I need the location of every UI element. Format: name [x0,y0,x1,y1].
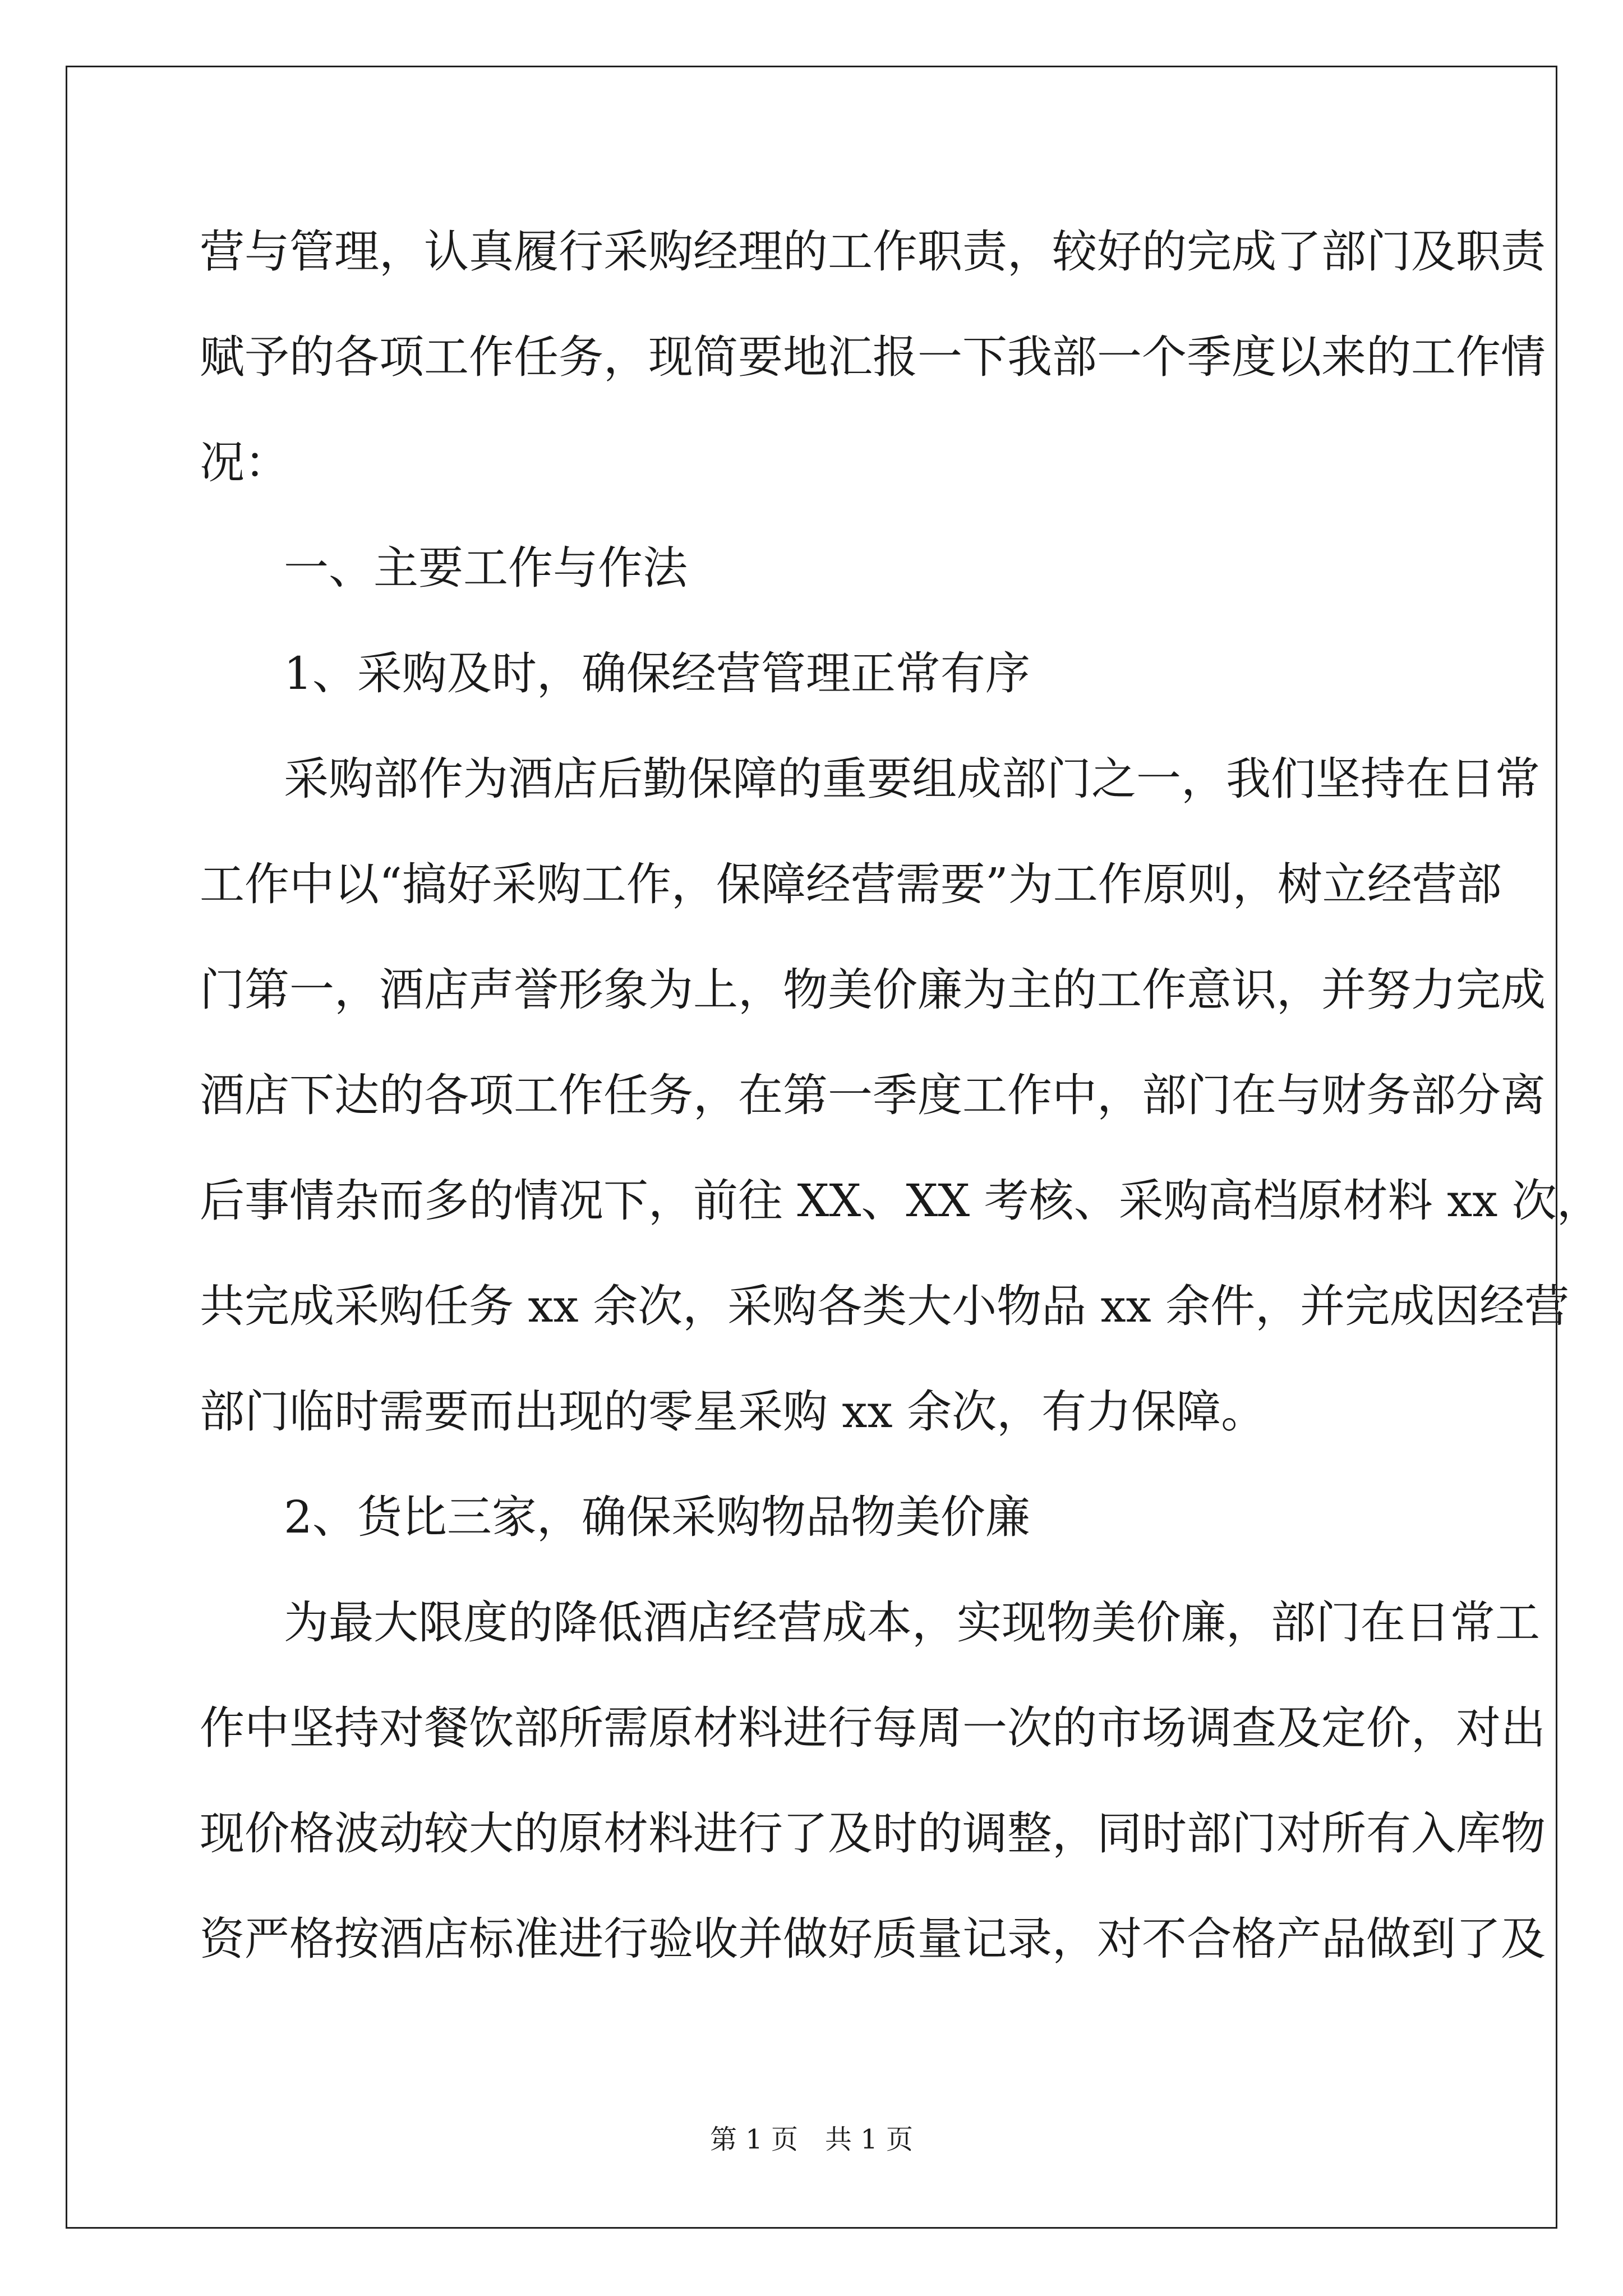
page-footer: 第 1 页 共 1 页 [709,2124,914,2155]
text-line: 1、采购及时，确保经营管理正常有序 [284,647,1030,700]
text-line: 现价格波动较大的原材料进行了及时的调整，同时部门对所有入库物 [200,1807,1546,1860]
text-line: 部门临时需要而出现的零星采购 xx 余次，有力保障。 [200,1386,1266,1438]
document-body [200,199,1602,1992]
text-line: 后事情杂而多的情况下，前往 XX、XX 考核、采购高档原材料 xx 次， [200,1175,1602,1227]
text-line: 资严格按酒店标准进行验收并做好质量记录，对不合格产品做到了及 [200,1913,1546,1965]
text-line: 作中坚持对餐饮部所需原材料进行每周一次的市场调查及定价，对出 [200,1702,1546,1754]
text-line: 采购部作为酒店后勤保障的重要组成部门之一，我们坚持在日常 [284,753,1540,805]
text-line: 营与管理，认真履行采购经理的工作职责，较好的完成了部门及职责 [200,226,1546,278]
text-line: 2、货比三家，确保采购物品物美价廉 [284,1491,1030,1543]
text-line: 共完成采购任务 xx 余次，采购各类大小物品 xx 余件，并完成因经营 [200,1280,1570,1332]
text-line: 况： [200,436,289,489]
text-line: 酒店下达的各项工作任务，在第一季度工作中，部门在与财务部分离 [200,1069,1546,1121]
text-line: 工作中以“搞好采购工作，保障经营需要”为工作原则，树立经营部 [200,858,1502,910]
text-line: 门第一，酒店声誉形象为上，物美价廉为主的工作意识，并努力完成 [200,964,1546,1016]
text-line: 为最大限度的降低酒店经营成本，实现物美价廉，部门在日常工 [284,1596,1540,1649]
text-line: 赋予的各项工作任务，现简要地汇报一下我部一个季度以来的工作情 [200,331,1546,383]
text-line: 一、主要工作与作法 [284,542,688,594]
